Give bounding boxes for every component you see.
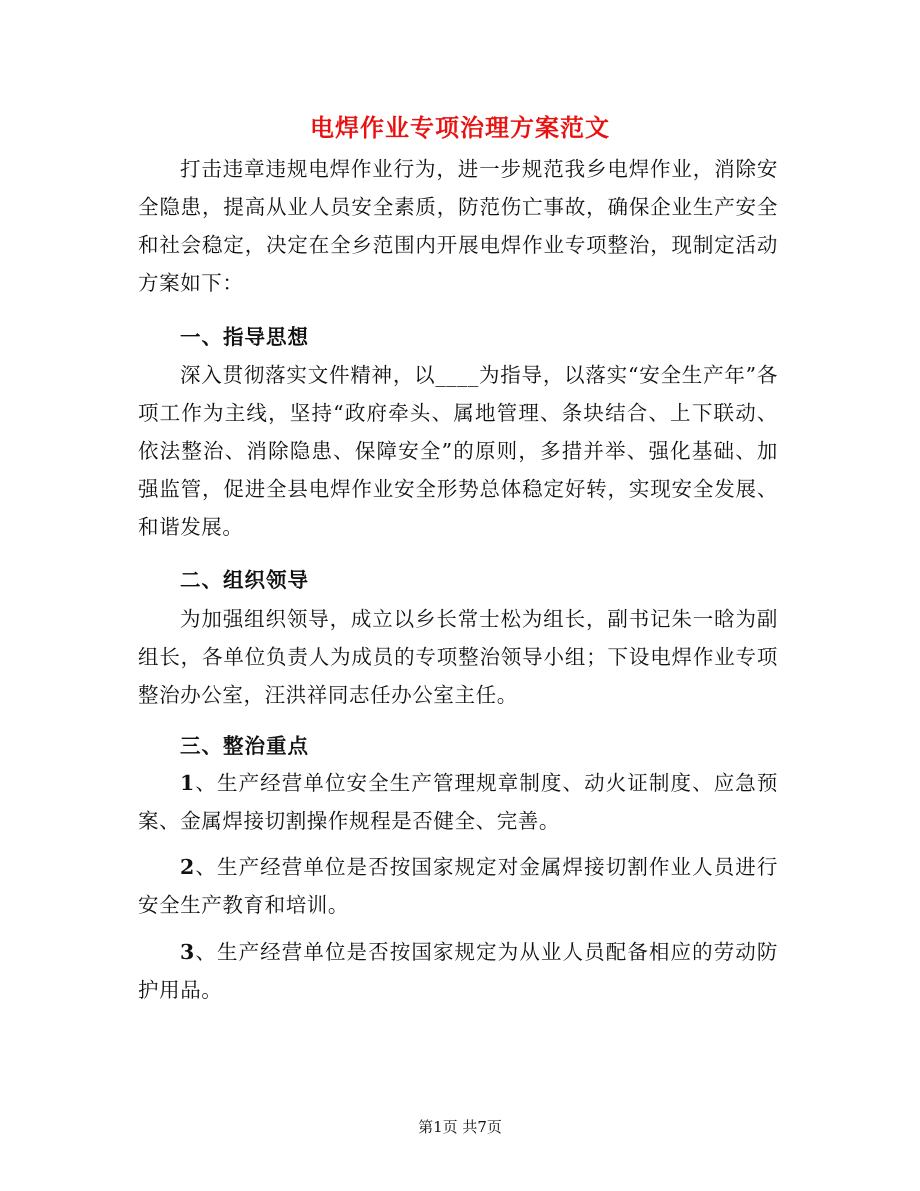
list-item (138, 933, 778, 1009)
section-body-organization: 为加强组织领导，成立以乡长常士松为组长，副书记朱一晗为副组长，各单位负责人为成员的专项整治领导小组；下设电焊作业专项整治办公室，汪洪祥同志任办公室主任。 (138, 607, 778, 707)
list-item-text: 、生产经营单位是否按国家规定为从业人员配备相应的劳动防护用品。 (138, 940, 778, 1002)
list-item (138, 764, 778, 840)
list-item-text: 、生产经营单位是否按国家规定对金属焊接切割作业人员进行安全生产教育和培训。 (138, 855, 778, 917)
document-title: 电焊作业专项治理方案范文 (310, 113, 610, 142)
section-heading-key-points: 三、整治重点 (180, 734, 309, 758)
list-item-number: 2 (180, 855, 195, 879)
section-body-guiding-ideology: 深入贯彻落实文件精神，以____为指导，以落实“安全生产年”各项工作为主线，坚持“政府牵头、属地管理、条块结合、上下联动、依法整治、消除隐患、保障安全”的原则，多措并举、强化基础、加强监管，促进全县电焊作业安全形势总体稳定好转，实现安全发展、和谐发展。 (138, 363, 778, 539)
intro-paragraph: 打击违章违规电焊作业行为，进一步规范我乡电焊作业，消除安全隐患，提高从业人员安全素质，防范伤亡事故，确保企业生产安全和社会稳定，决定在全乡范围内开展电焊作业专项整治，现制定活动方案如下： (138, 157, 778, 295)
page-number-footer: 第1页 共7页 (418, 1118, 502, 1136)
list-item-number: 1 (180, 771, 195, 795)
list-item-number: 3 (180, 940, 195, 964)
section-heading-guiding-ideology: 一、指导思想 (180, 325, 309, 349)
list-item (138, 848, 778, 924)
list-item-text: 、生产经营单位安全生产管理规章制度、动火证制度、应急预案、金属焊接切割操作规程是否健全、完善。 (138, 771, 778, 833)
section-heading-organization: 二、组织领导 (180, 568, 309, 592)
